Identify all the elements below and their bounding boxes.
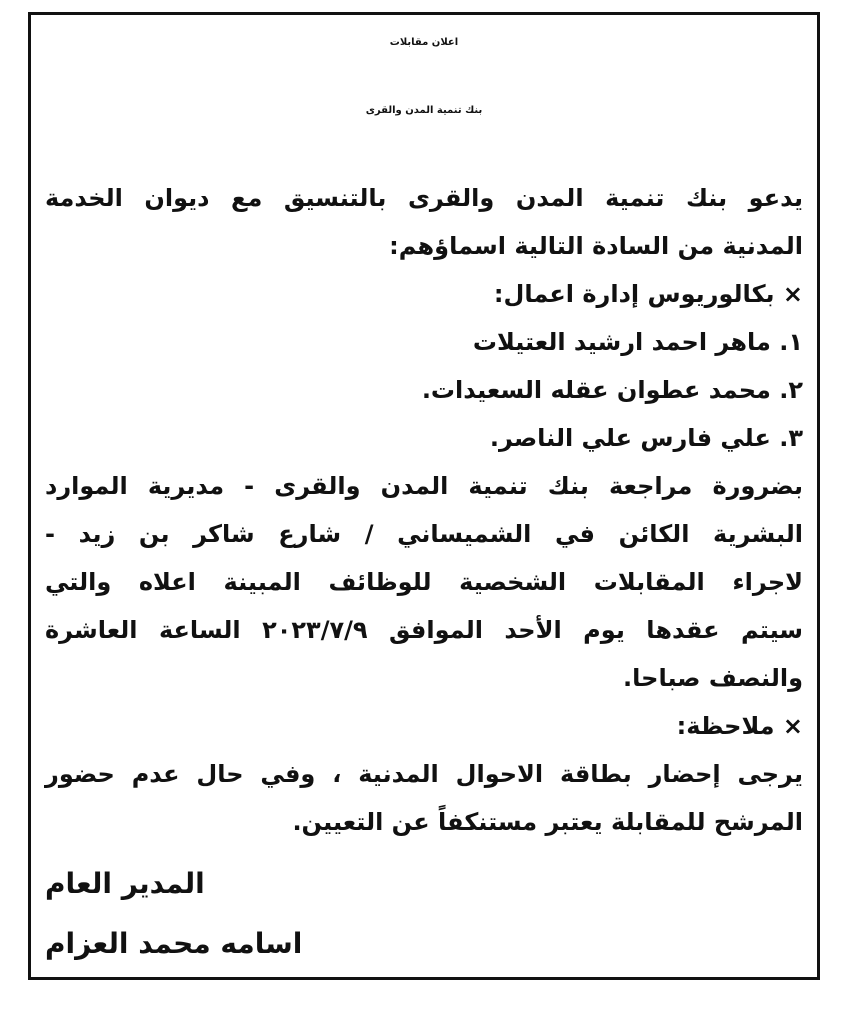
candidate-item: ٢. محمد عطوان عقله السعيدات. [421, 376, 803, 404]
note-line: يرجى إحضار بطاقة الاحوال المدنية ، وفي حال عدم حضور [45, 760, 803, 788]
candidate-item: ٣. علي فارس علي الناصر. [489, 424, 803, 452]
signature-title: المدير العام [45, 867, 205, 900]
bank-name-heading: بنك تنمية المدن والقرى [365, 105, 483, 116]
signature-name: اسامه محمد العزام [45, 927, 303, 960]
intro-line: يدعو بنك تنمية المدن والقرى بالتنسيق مع ديوان الخدمة [45, 184, 803, 212]
instruction-line: البشرية الكائن في الشميساني / شارع شاكر بن زيد - [45, 520, 803, 548]
candidate-item: ١. ماهر احمد ارشيد العتيلات [472, 328, 803, 356]
category-label: × بكالوريوس إدارة اعمال: [493, 280, 803, 308]
instruction-line: سيتم عقدها يوم الأحد الموافق ٢٠٢٣/٧/٩ الساعة العاشرة [45, 616, 803, 644]
announcement-frame [28, 12, 820, 980]
instruction-line: بضرورة مراجعة بنك تنمية المدن والقرى - مديرية الموارد [45, 472, 803, 500]
announcement-title: اعلان مقابلات [389, 37, 459, 48]
instruction-line: لاجراء المقابلات الشخصية للوظائف المبينة اعلاه والتي [45, 568, 803, 596]
note-heading: × ملاحظة: [676, 712, 803, 740]
note-line: المرشح للمقابلة يعتبر مستنكفاً عن التعيين. [292, 808, 803, 836]
intro-line: المدنية من السادة التالية اسماؤهم: [389, 232, 803, 260]
instruction-line: والنصف صباحا. [623, 664, 803, 692]
